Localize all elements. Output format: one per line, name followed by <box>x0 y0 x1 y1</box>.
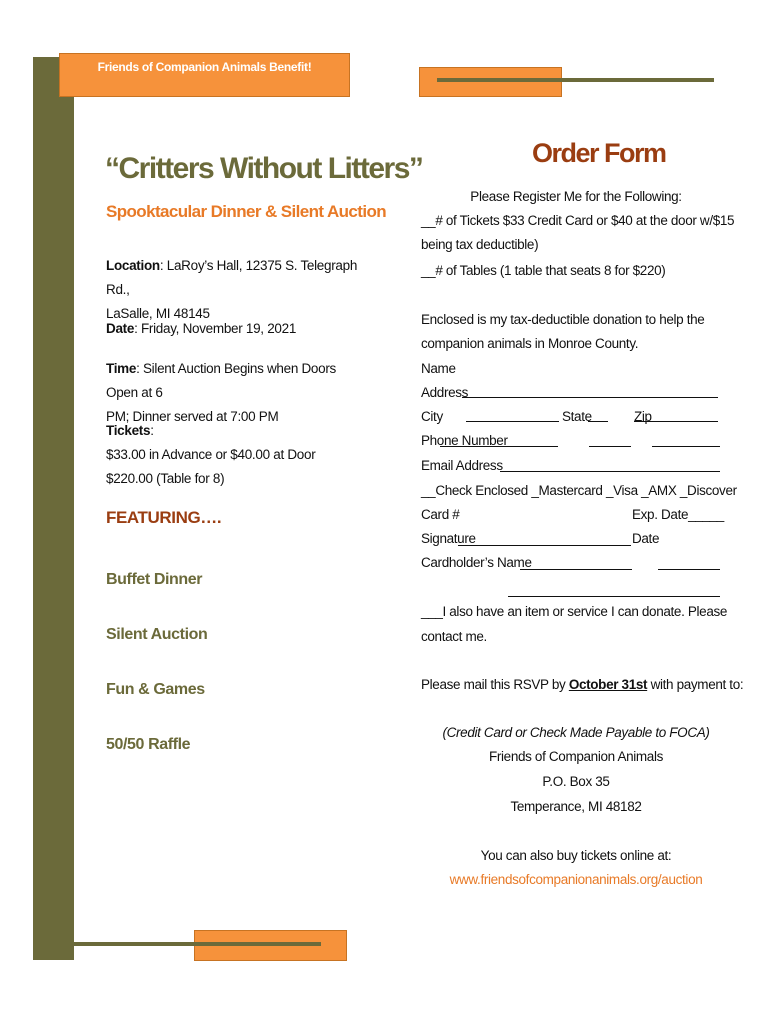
email-input-line[interactable] <box>500 471 720 472</box>
mail-deadline: October 31st <box>568 677 648 692</box>
zip-label: Zip <box>634 409 652 424</box>
location-line1: : LaRoy’s Hall, 12375 S. Telegraph Rd., <box>106 258 358 297</box>
phone-input-line-3[interactable] <box>652 446 720 447</box>
tickets-label: Tickets <box>106 423 151 438</box>
name-label: Name <box>421 361 456 376</box>
phone-input-line-1[interactable] <box>440 446 558 447</box>
date-block <box>106 317 366 341</box>
order-tables-line: __# of Tables (1 table that seats 8 for $220) <box>421 263 666 278</box>
time-label: Time <box>106 361 137 376</box>
state-input-line[interactable] <box>588 421 608 422</box>
phone-input-line-2[interactable] <box>589 446 631 447</box>
cardholder-input-line-1[interactable] <box>520 569 632 570</box>
feature-raffle: 50/50 Raffle <box>106 736 191 753</box>
event-title: “Critters Without Litters” <box>105 152 423 185</box>
order-tickets-line2: being tax deductible) <box>421 237 539 252</box>
tickets-colon: : <box>150 423 154 438</box>
donation-line2: companion animals in Monroe County. <box>421 336 639 351</box>
location-label: Location <box>106 258 160 273</box>
order-tickets-line1: __# of Tickets $33 Credit Card or $40 at the door w/$15 <box>421 213 735 228</box>
signature-date-label: Date <box>632 531 660 546</box>
time-line2: PM; Dinner served at 7:00 PM <box>106 409 279 424</box>
date-label: Date <box>106 321 135 336</box>
signature-label: Signature <box>421 531 476 546</box>
feature-fun-games: Fun & Games <box>106 681 205 698</box>
signature-input-line[interactable] <box>458 545 631 546</box>
tickets-block <box>106 419 366 491</box>
address-input-line[interactable] <box>462 397 718 398</box>
donate-item-line2: contact me. <box>421 629 487 644</box>
mail-instructions <box>421 673 744 697</box>
mail-suffix: with payment to: <box>647 677 744 692</box>
featuring-heading: FEATURING…. <box>106 508 222 527</box>
tickets-line1: $33.00 in Advance or $40.00 at Door <box>106 447 316 462</box>
exp-date-label: Exp. Date_____ <box>632 507 724 522</box>
date-value: : Friday, November 19, 2021 <box>134 321 297 336</box>
payable-note: (Credit Card or Check Made Payable to FOCA) <box>442 725 710 740</box>
zip-input-line[interactable] <box>634 421 718 422</box>
payment-options[interactable]: __Check Enclosed _Mastercard _Visa _AMX _Discover <box>421 483 737 498</box>
cardholder-input-line-2[interactable] <box>658 569 720 570</box>
tickets-line2: $220.00 (Table for 8) <box>106 471 225 486</box>
order-form-title: Order Form <box>532 138 666 168</box>
location-block <box>106 254 366 326</box>
location-line2: LaSalle, MI 48145 <box>106 306 210 321</box>
feature-buffet-dinner: Buffet Dinner <box>106 571 203 588</box>
online-text: You can also buy tickets online at: <box>480 848 672 863</box>
auction-url-link[interactable]: www.friendsofcompanionanimals.org/auction <box>449 872 703 887</box>
header-banner-text: Friends of Companion Animals Benefit! <box>97 60 312 74</box>
right-decorative-line <box>437 78 714 82</box>
org-name: Friends of Companion Animals <box>488 749 664 764</box>
bottom-decorative-line <box>74 942 321 946</box>
order-intro: Please Register Me for the Following: <box>470 189 682 204</box>
address-label: Address <box>421 385 469 400</box>
city-label: City <box>421 409 443 424</box>
phone-label: Phone Number <box>421 433 508 448</box>
left-decorative-bar <box>33 57 74 960</box>
cardholder-label: Cardholder’s Name <box>421 555 532 570</box>
donate-item-line1: ___I also have an item or service I can donate. Please <box>421 604 728 619</box>
cardholder-input-line-3[interactable] <box>508 596 720 597</box>
feature-silent-auction: Silent Auction <box>106 626 208 643</box>
city-zip: Temperance, MI 48182 <box>510 799 642 814</box>
po-box: P.O. Box 35 <box>542 774 610 789</box>
mail-prefix: Please mail this RSVP by <box>421 677 569 692</box>
event-subtitle: Spooktacular Dinner & Silent Auction <box>106 202 387 221</box>
donation-line1: Enclosed is my tax-deductible donation to help the <box>421 312 705 327</box>
city-input-line[interactable] <box>466 421 559 422</box>
time-line1: : Silent Auction Begins when Doors Open at 6 <box>106 361 336 400</box>
state-label: State <box>562 409 592 424</box>
email-label: Email Address <box>421 458 503 473</box>
card-number-label: Card # <box>421 507 460 522</box>
right-decorative-block <box>419 67 562 97</box>
